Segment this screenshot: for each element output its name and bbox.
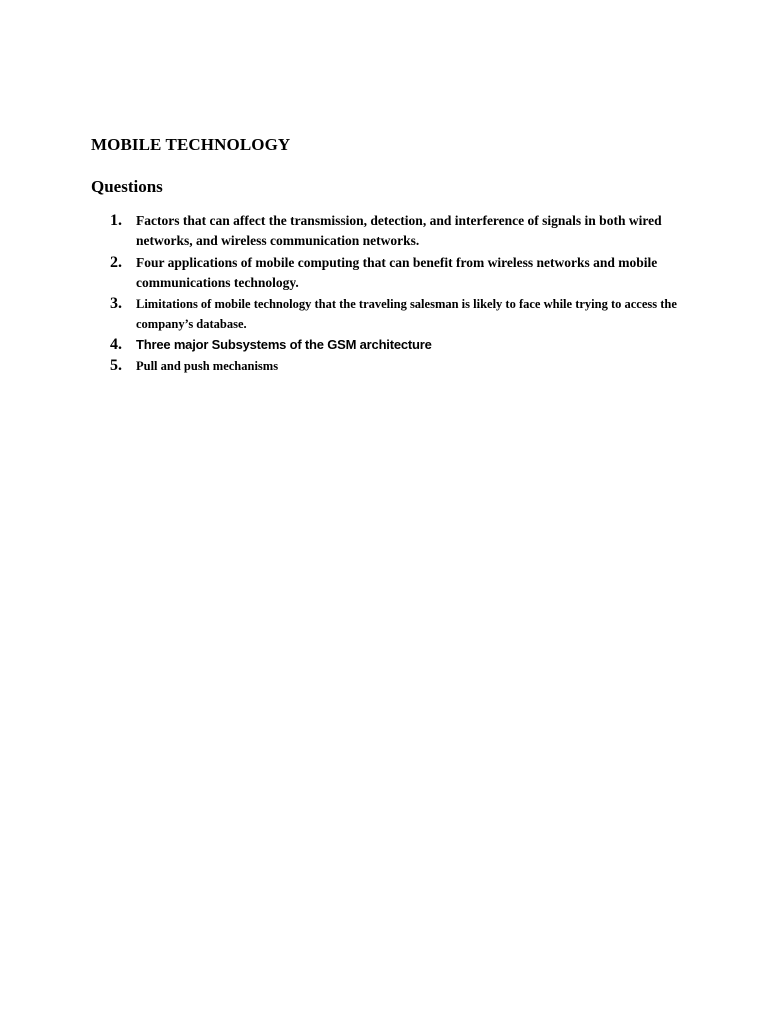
question-text: Limitations of mobile technology that the traveling salesman is likely to face while trying to access the company’s database. — [136, 297, 677, 331]
question-item-4 — [110, 335, 690, 355]
question-text: Pull and push mechanisms — [136, 359, 279, 373]
question-item-3 — [110, 294, 690, 334]
question-item-5 — [110, 356, 690, 376]
question-number: 3. — [110, 295, 122, 312]
question-number: 4. — [110, 336, 122, 353]
question-item-1 — [110, 211, 690, 251]
question-number: 1. — [110, 212, 122, 229]
document-title: MOBILE TECHNOLOGY — [91, 135, 291, 154]
questions-heading: Questions — [91, 177, 163, 196]
question-text: Factors that can affect the transmission, detection, and interference of signals in both wired networks, and wireless communication networks. — [136, 213, 662, 248]
question-text: Four applications of mobile computing that can benefit from wireless networks and mobile communications technology. — [136, 255, 658, 290]
question-number: 5. — [110, 357, 122, 374]
question-number: 2. — [110, 254, 122, 271]
question-item-2 — [110, 253, 690, 293]
question-text: Three major Subsystems of the GSM architecture — [136, 337, 432, 352]
